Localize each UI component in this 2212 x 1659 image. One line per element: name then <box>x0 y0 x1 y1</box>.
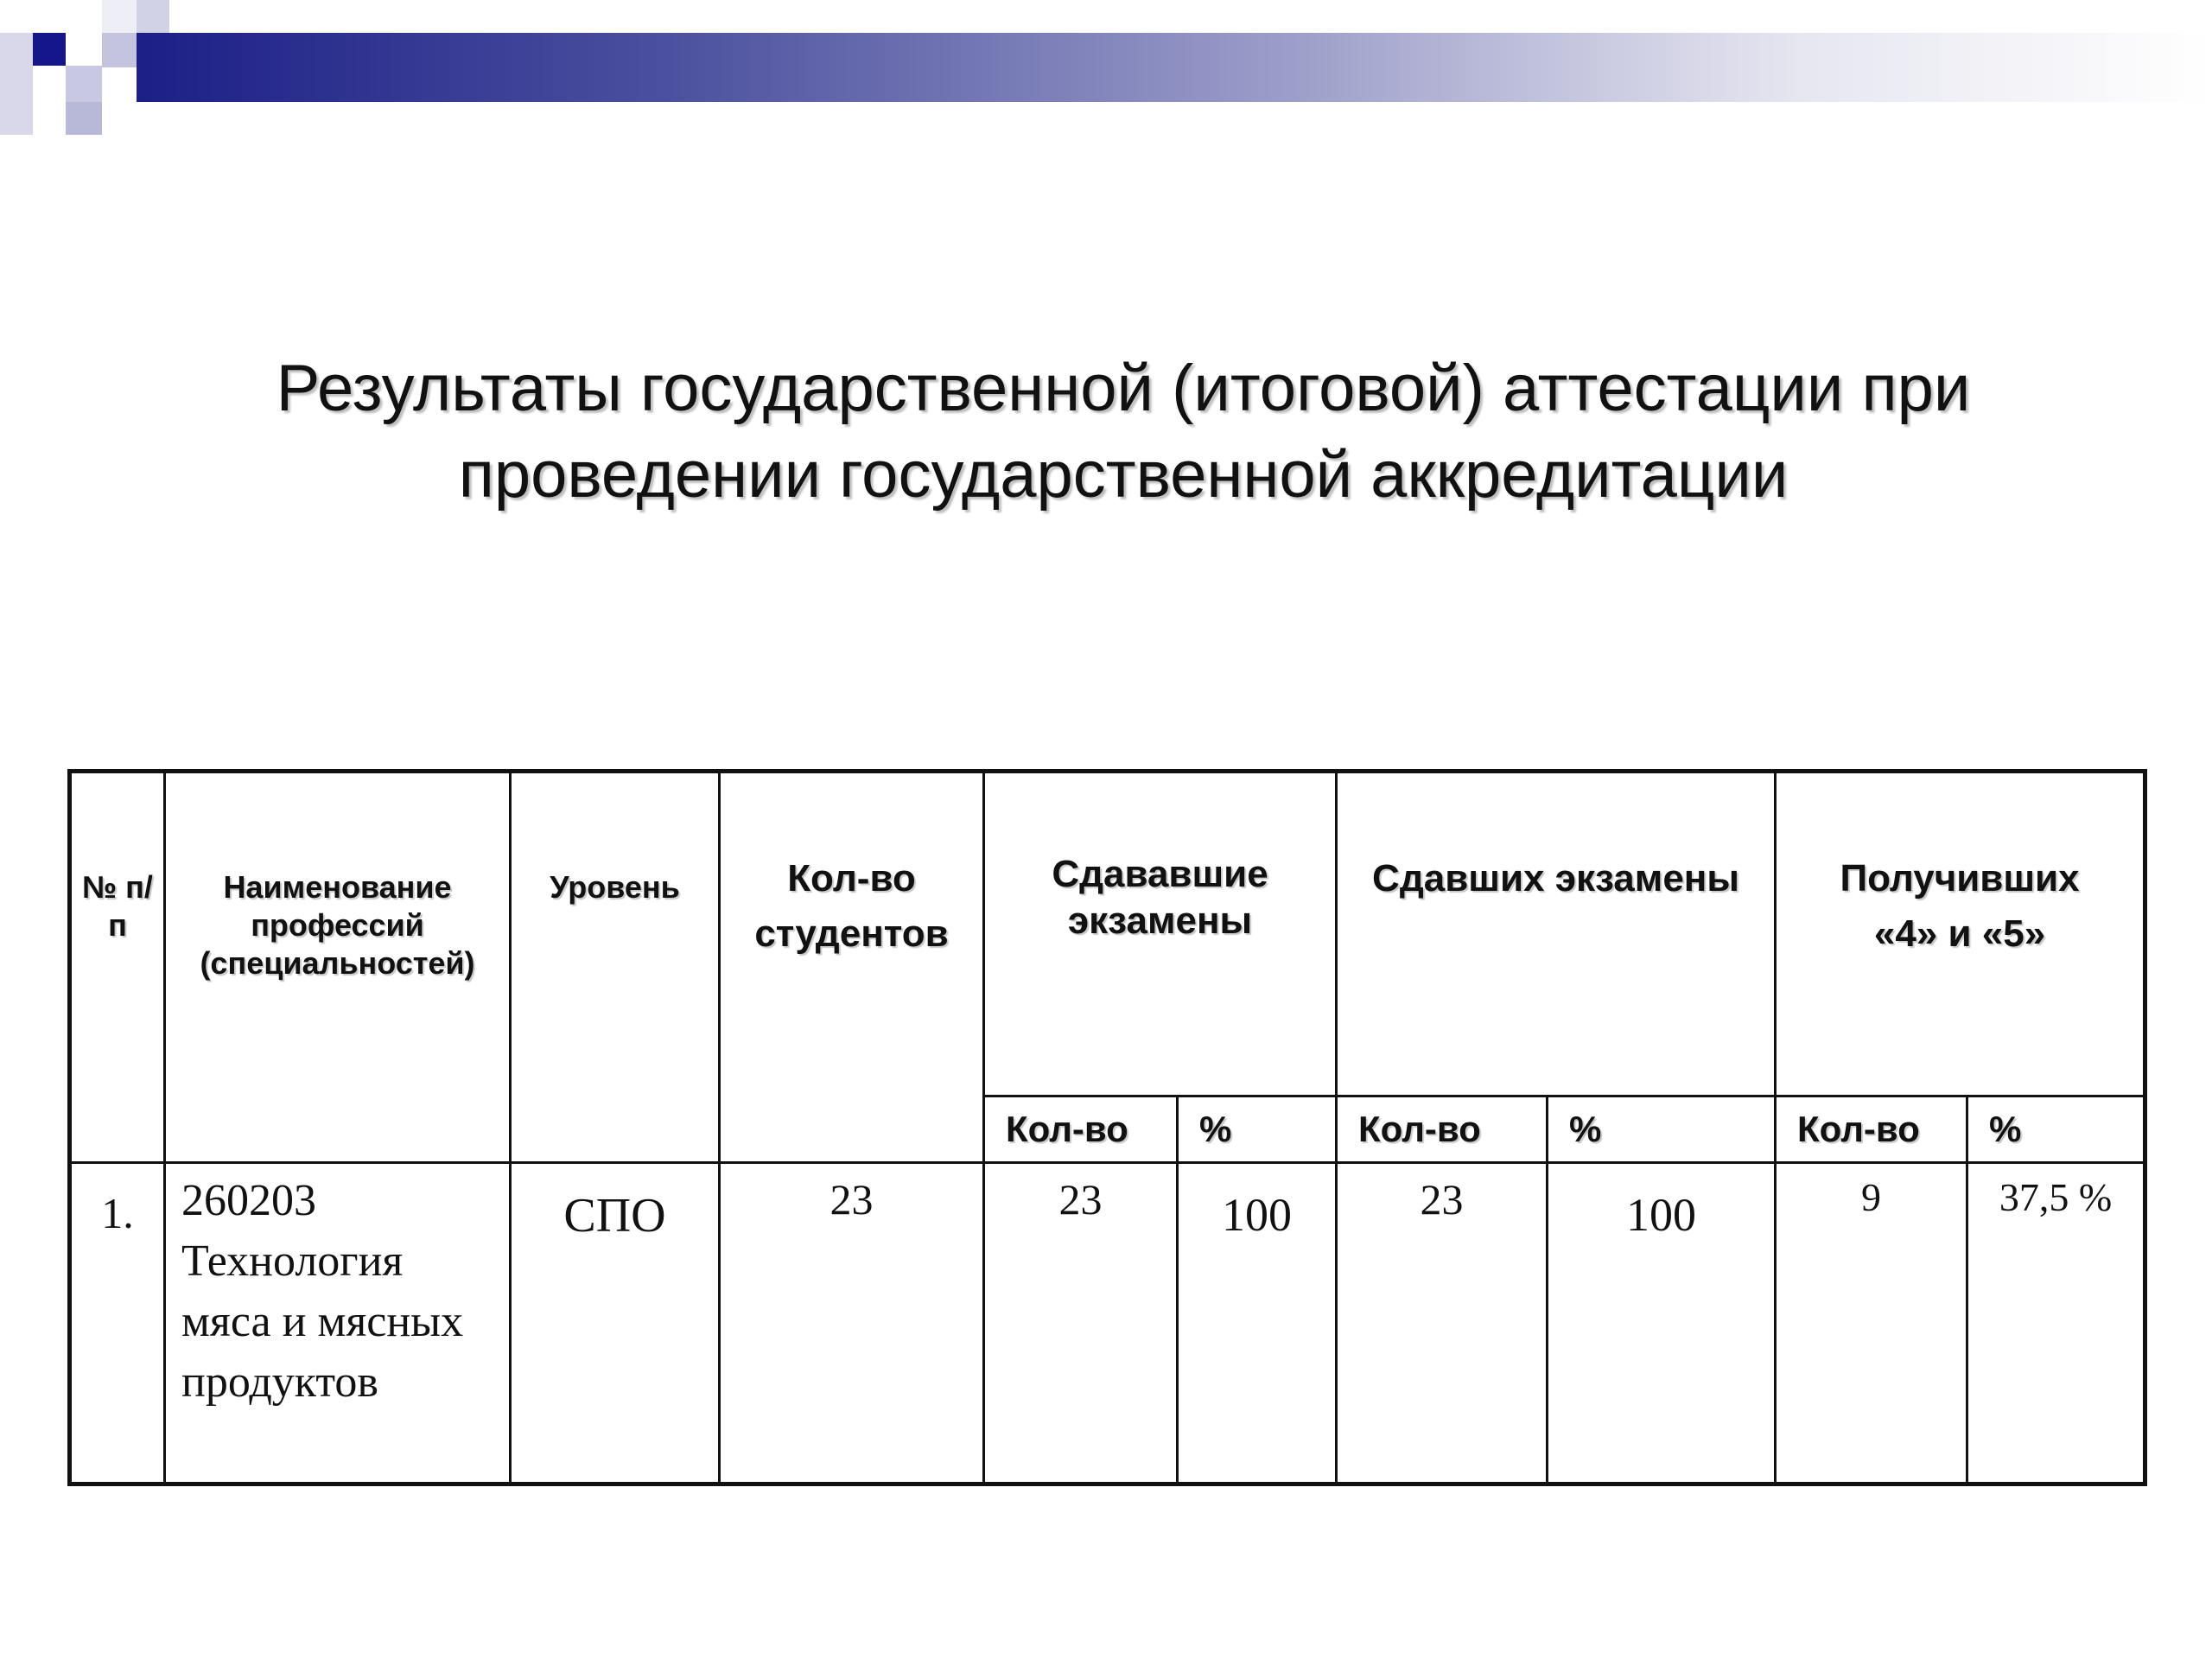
header-good: Получивших «4» и «5» <box>1776 772 2145 1096</box>
decor-square <box>102 0 137 33</box>
results-table <box>67 769 2147 1486</box>
decor-square <box>66 102 102 135</box>
header-gradient-band <box>137 33 2212 102</box>
decor-square <box>0 33 33 135</box>
header-passed: Сдавших экзамены <box>1337 772 1776 1096</box>
decor-square <box>33 33 66 66</box>
subheader-passed-count: Кол-во <box>1337 1096 1548 1163</box>
subheader-good-count: Кол-во <box>1776 1096 1967 1163</box>
cell-name: 260203 Технология мяса и мясных продуктов <box>165 1163 511 1484</box>
header-students: Кол-во студентов <box>720 772 984 1163</box>
cell-taking-pct: 100 <box>1178 1163 1337 1484</box>
decor-square <box>66 66 102 102</box>
header-num: № п/п <box>70 772 165 1163</box>
slide-title-line-2: проведении государственной аккредитации <box>458 438 1789 512</box>
decor-square <box>0 0 33 33</box>
cell-good-pct: 37,5 % <box>1967 1163 2145 1484</box>
slide-title <box>86 346 2160 518</box>
subheader-passed-pct: % <box>1548 1096 1776 1163</box>
subheader-taking-pct: % <box>1178 1096 1337 1163</box>
slide-title-line-1: Результаты государственной (итоговой) аттестации при <box>276 352 1971 425</box>
cell-level: СПО <box>511 1163 720 1484</box>
cell-num: 1. <box>70 1163 165 1484</box>
subheader-taking-count: Кол-во <box>984 1096 1178 1163</box>
cell-passed-count: 23 <box>1337 1163 1548 1484</box>
decor-square <box>102 33 137 67</box>
table-header-row <box>70 772 2145 1096</box>
cell-passed-pct: 100 <box>1548 1163 1776 1484</box>
subheader-good-pct: % <box>1967 1096 2145 1163</box>
cell-good-count: 9 <box>1776 1163 1967 1484</box>
table-row <box>70 1163 2145 1484</box>
header-level: Уровень <box>511 772 720 1163</box>
header-taking: Сдававшие экзамены <box>984 772 1337 1096</box>
cell-students: 23 <box>720 1163 984 1484</box>
cell-taking-count: 23 <box>984 1163 1178 1484</box>
header-name: Наименование профессий (специальностей) <box>165 772 511 1163</box>
decor-square <box>137 0 169 33</box>
